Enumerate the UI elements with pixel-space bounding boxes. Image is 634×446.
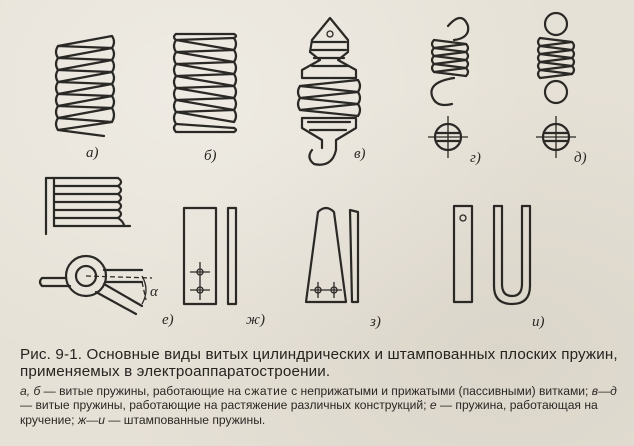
spring-v bbox=[298, 18, 366, 165]
figure-caption: Рис. 9-1. Основные виды витых цилиндрических и штампованных плоских пружин, применяемых в электроаппаратостроении. bbox=[20, 346, 618, 380]
figure-legend bbox=[20, 384, 620, 427]
label-d: д) bbox=[574, 150, 587, 166]
spring-b bbox=[174, 34, 236, 164]
legend-marker-ab: а, б bbox=[20, 384, 41, 398]
spring-d bbox=[536, 13, 587, 166]
spring-a bbox=[56, 36, 114, 161]
spring-i bbox=[454, 206, 545, 330]
spring-g bbox=[428, 18, 481, 166]
label-b: б) bbox=[204, 148, 217, 164]
legend-text-1b: с неприжатыми и прижатыми (пассивными) витками; bbox=[287, 384, 592, 398]
label-e: е) bbox=[162, 312, 174, 328]
label-zh: ж) bbox=[246, 312, 265, 328]
spring-z bbox=[306, 208, 381, 330]
spring-zh bbox=[184, 208, 265, 328]
legend-emph-compression: сжатие bbox=[244, 384, 288, 398]
spring-e bbox=[40, 178, 174, 328]
legend-text-2: — витые пружины, работающие на растяжение различных конструкций; bbox=[20, 398, 430, 413]
legend-text-3: — пружина, работающая на кручение; bbox=[20, 398, 598, 427]
label-i: и) bbox=[532, 314, 545, 330]
legend-marker-vd: в—д bbox=[591, 384, 617, 398]
label-g: г) bbox=[470, 150, 481, 166]
legend-text-4: — штампованные пружины. bbox=[104, 412, 266, 427]
legend-marker-e: е bbox=[429, 398, 437, 413]
legend-text-1: — витые пружины, работающие на bbox=[40, 384, 245, 398]
label-v: в) bbox=[354, 146, 366, 162]
legend-marker-zhi: ж—и bbox=[77, 412, 105, 427]
label-alpha: α bbox=[150, 284, 158, 300]
label-a: а) bbox=[86, 145, 99, 161]
label-z: з) bbox=[370, 314, 381, 330]
